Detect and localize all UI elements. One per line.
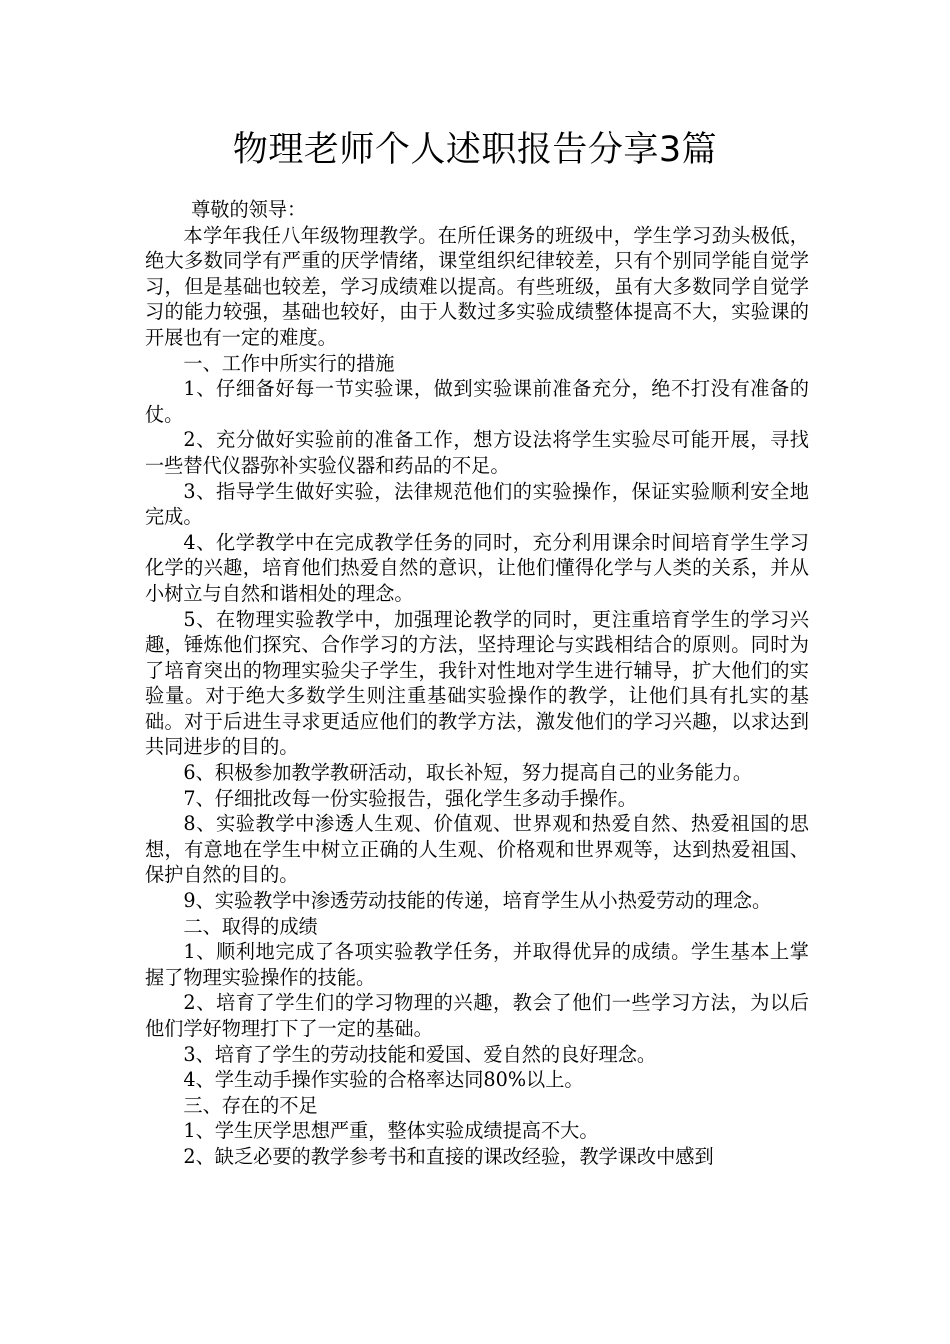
list-item: 1、顺利地完成了各项实验教学任务，并取得优异的成绩。学生基本上掌握了物理实验操作的技能。 [145, 940, 809, 989]
list-item: 5、在物理实验教学中，加强理论教学的同时，更注重培育学生的学习兴趣，锤炼他们探究、合作学习的方法，坚持理论与实践相结合的原则。同时为了培育突出的物理实验尖子学生，我针对性地对学生进行辅导，扩大他们的实验量。对于绝大多数学生则注重基础实验操作的教学，让他们具有扎实的基础。对于后进生寻求更适应他们的教学方法，激发他们的学习兴趣，以求达到共同进步的目的。 [145, 607, 809, 759]
list-item: 9、实验教学中渗透劳动技能的传递，培育学生从小热爱劳动的理念。 [183, 889, 772, 913]
document-body [145, 197, 809, 1170]
list-item: 4、学生动手操作实验的合格率达同80%以上。 [183, 1068, 584, 1092]
list-item: 1、仔细备好每一节实验课，做到实验课前准备充分，绝不打没有准备的仗。 [145, 377, 809, 426]
list-item: 3、指导学生做好实验，法律规范他们的实验操作，保证实验顺利安全地完成。 [145, 479, 809, 529]
list-item: 1、学生厌学思想严重，整体实验成绩提高不大。 [183, 1119, 599, 1143]
list-item: 2、缺乏必要的教学参考书和直接的课改经验，教学课改中感到 [183, 1144, 714, 1168]
section-heading: 二、取得的成绩 [183, 914, 318, 938]
section-heading: 三、存在的不足 [183, 1093, 318, 1117]
section-heading: 一、工作中所实行的措施 [183, 351, 395, 375]
list-item: 8、实验教学中渗透人生观、价值观、世界观和热爱自然、热爱祖国的思想，有意地在学生中树立正确的人生观、价格观和世界观等，达到热爱祖国、保护自然的目的。 [145, 812, 809, 887]
list-item: 4、化学教学中在完成教学任务的同时，充分利用课余时间培育学生学习化学的兴趣，培育他们热爱自然的意识，让他们懂得化学与人类的关系，并从小树立与自然和谐相处的理念。 [145, 530, 809, 605]
list-item: 7、仔细批改每一份实验报告，强化学生多动手操作。 [183, 786, 637, 810]
list-item: 2、充分做好实验前的准备工作，想方设法将学生实验尽可能开展，寻找一些替代仪器弥补实验仪器和药品的不足。 [145, 428, 809, 477]
list-item: 3、培育了学生的劳动技能和爱国、爱自然的良好理念。 [183, 1042, 657, 1066]
intro-paragraph: 本学年我任八年级物理教学。在所任课务的班级中，学生学习劲头极低，绝大多数同学有严重的厌学情绪，课堂组织纪律较差，只有个别同学能自觉学习，但是基础也较差，学习成绩难以提高。有些班级，虽有大多数同学自觉学习的能力较强，基础也较好，由于人数过多实验成绩整体提高不大，实验课的开展也有一定的难度。 [145, 223, 809, 349]
salutation: 尊敬的领导： [191, 198, 307, 221]
list-item: 2、培育了学生们的学习物理的兴趣，教会了他们一些学习方法，为以后他们学好物理打下了一定的基础。 [145, 991, 809, 1040]
list-item: 6、积极参加教学教研活动，取长补短，努力提高自己的业务能力。 [183, 761, 753, 785]
page-title: 物理老师个人述职报告分享3篇 [232, 130, 718, 170]
